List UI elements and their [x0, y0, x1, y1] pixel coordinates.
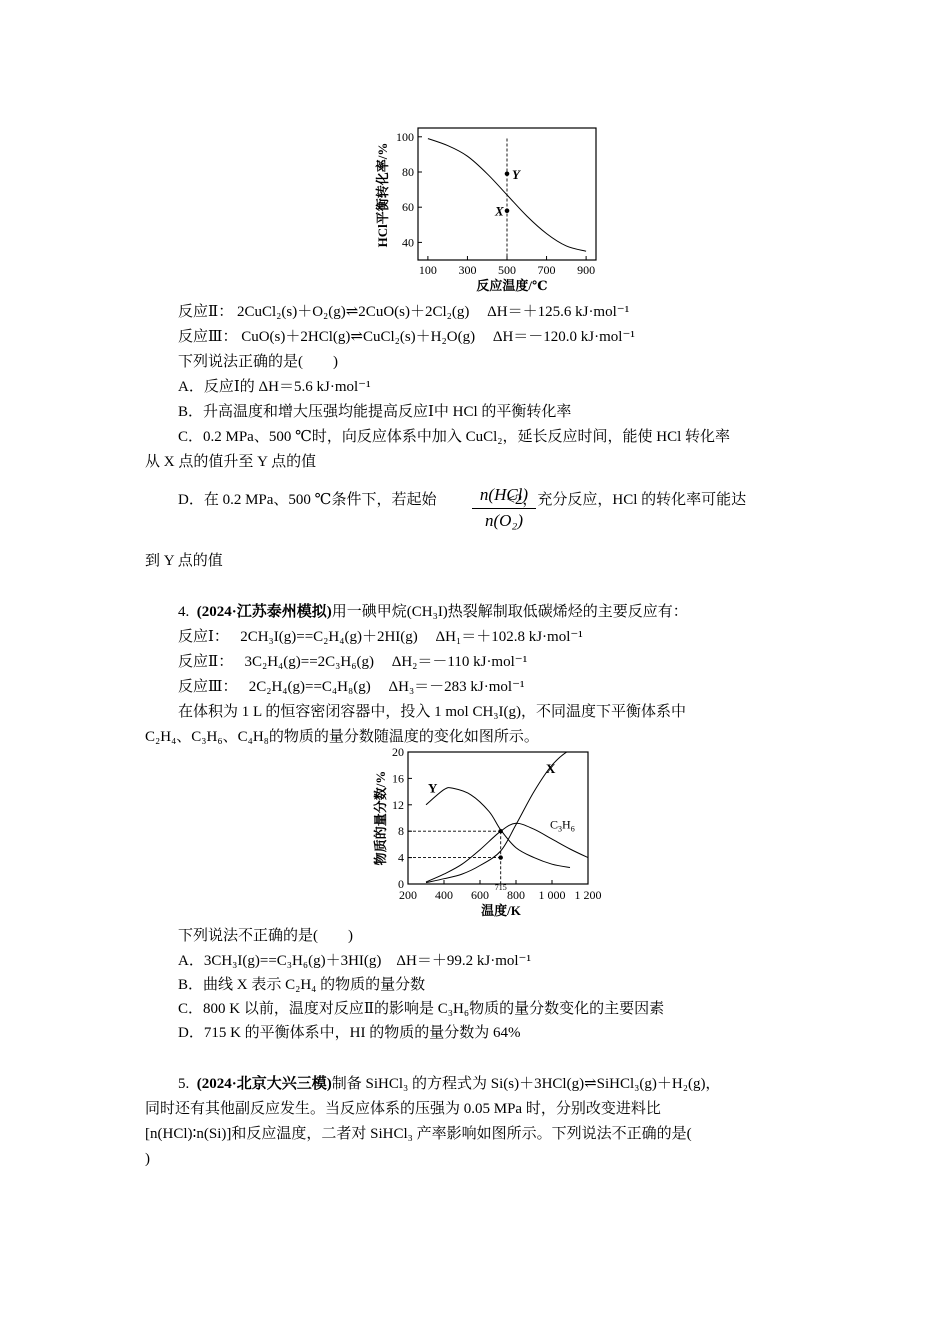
q3-prompt: 下列说法正确的是( ) — [178, 354, 338, 370]
reaction-3-enthalpy: ΔH＝－120.0 kJ·mol⁻¹ — [492, 329, 635, 345]
q5-line-4: ) — [145, 1151, 150, 1167]
chart2-ylabel: 物质的量分数/% — [373, 770, 388, 866]
chart2-curve-c3h6 — [426, 823, 588, 882]
chart1-point-label: Y — [512, 166, 520, 182]
chart1-y-tick-label: 40 — [402, 235, 414, 250]
chart1-ylabel: HCl平衡转化率/% — [375, 142, 390, 248]
chart1-x-tick-label: 900 — [577, 263, 596, 277]
chart1-point-label: X — [495, 203, 504, 219]
q4-header: 4. (2024·江苏泰州模拟)用一碘甲烷(CH₃I)热裂解制取低碳烯烃的主要反应有： — [178, 604, 688, 620]
chart1-x-tick-label: 100 — [418, 263, 437, 277]
q5-source: (2024·北京大兴三模) — [196, 1076, 332, 1092]
q4-description-cont: C₂H₄、C₃H₆、C₄H₈的物质的量分数随温度的变化如图所示。 — [145, 729, 539, 745]
q3-option-b: B．升高温度和增大压强均能提高反应Ⅰ中 HCl 的平衡转化率 — [178, 404, 572, 420]
chart1-x-tick-label: 500 — [498, 263, 516, 277]
chart2-x-tick-label: 400 — [435, 888, 453, 902]
reaction-2-enthalpy: ΔH＝＋125.6 kJ·mol⁻¹ — [487, 304, 630, 320]
q4-source: (2024·江苏泰州模拟) — [196, 604, 332, 620]
chart2-y-tick-label: 0 — [398, 877, 404, 891]
hcl-conversion-chart — [370, 120, 610, 295]
q3-option-c: C．0.2 MPa、500 ℃时，向反应体系中加入 CuCl₂，延长反应时间，能使 HCl 转化率 — [178, 429, 731, 445]
q4-reaction-2: 反应Ⅱ： 3C₂H₄(g)==2C₃H₆(g) ΔH₂＝－110 kJ·mol⁻¹ — [178, 654, 528, 670]
mole-ratio-fraction — [472, 484, 536, 533]
chart2-715-label: 715 — [494, 883, 507, 892]
q4-option-c: C．800 K 以前，温度对反应Ⅱ的影响是 C₃H₆物质的量分数变化的主要因素 — [178, 1001, 665, 1017]
reaction-3: 反应Ⅲ： CuO(s)＋2HCl(g)⇌CuCl₂(s)＋H₂O(g) ΔH＝－120.0 kJ·mol⁻¹ — [178, 329, 635, 345]
chart2-curve-y — [426, 788, 570, 868]
q4-description: 在体积为 1 L 的恒容密闭容器中，投入 1 mol CH₃I(g)，不同温度下平衡体系中 — [178, 704, 686, 720]
q5-line-3: [n(HCl)∶n(Si)]和反应温度，二者对 SiHCl₃ 产率影响如图所示。下列说法不正确的是( — [145, 1126, 692, 1142]
reaction-3-equation: CuO(s)＋2HCl(g)⇌CuCl₂(s)＋H₂O(g) — [241, 329, 476, 345]
chart1-y-tick-label: 60 — [402, 200, 414, 215]
chart1-xlabel: 反应温度/℃ — [476, 278, 548, 293]
chart1-y-tick-label: 100 — [396, 129, 414, 144]
q4-option-a: A．3CH₃I(g)==C₃H₆(g)＋3HI(g) ΔH＝＋99.2 kJ·mol⁻¹ — [178, 953, 531, 969]
chart2-x-tick-label: 200 — [399, 888, 417, 902]
chart2-y-tick-label: 16 — [392, 771, 404, 786]
chart2-series-label-c3h6: $C_3H_6$ — [550, 817, 575, 834]
fraction-numerator: n(HCl) — [472, 484, 536, 509]
chart2-curve-x — [426, 746, 588, 883]
q5-line-2: 同时还有其他副反应发生。当反应体系的压强为 0.05 MPa 时，分别改变进料比 — [145, 1101, 661, 1117]
q3-option-d-cont: 到 Y 点的值 — [145, 553, 223, 569]
q4-option-b: B．曲线 X 表示 C₂H₄ 的物质的量分数 — [178, 977, 426, 993]
chart2-plot-frame — [408, 752, 588, 884]
fraction-denominator: n(O₂) — [484, 511, 523, 530]
q3-option-a: A．反应Ⅰ的 ΔH＝5.6 kJ·mol⁻¹ — [178, 379, 371, 395]
q3-option-d: D．在 0.2 MPa、500 ℃条件下，若起始 <2，充分反应，HCl 的转化率可能达 — [178, 492, 747, 508]
chart1-x-tick-label: 700 — [537, 263, 556, 277]
chart1-y-tick-label: 80 — [402, 165, 414, 179]
chart2-series-label-y: Y — [428, 780, 438, 796]
chart2-x-tick-label: 1 200 — [574, 888, 602, 902]
chart2-y-tick-label: 12 — [392, 797, 404, 812]
chart2-y-tick-label: 20 — [392, 746, 404, 759]
chart2-x-tick-label: 1 000 — [538, 888, 566, 902]
reaction-2-equation: 2CuCl₂(s)＋O₂(g)⇌2CuO(s)＋2Cl₂(g) — [236, 304, 470, 320]
chart1-point-y — [505, 171, 510, 176]
chart2-x-tick-label: 800 — [507, 888, 525, 902]
q4-option-d: D．715 K 的平衡体系中，HI 的物质的量分数为 64% — [178, 1025, 521, 1041]
chart2-xlabel: 温度/K — [481, 903, 521, 918]
q3-option-c-cont: 从 X 点的值升至 Y 点的值 — [145, 454, 317, 470]
chart2-x-tick-label: 600 — [471, 888, 489, 902]
chart1-point-x — [505, 208, 510, 213]
chart2-y-tick-label: 4 — [398, 850, 404, 865]
q5-header: 5. (2024·北京大兴三模)制备 SiHCl₃ 的方程式为 Si(s)＋3HCl(g)⇌SiHCl₃(g)＋H₂(g)， — [178, 1076, 721, 1092]
chart2-y-tick-label: 8 — [398, 824, 404, 839]
chart2-series-label-x: X — [546, 761, 556, 777]
mole-fraction-chart — [368, 746, 618, 921]
chart1-x-tick-label: 300 — [458, 263, 477, 277]
q4-reaction-1: 反应Ⅰ： 2CH₃I(g)==C₂H₄(g)＋2HI(g) ΔH₁＝＋102.8 kJ·mol⁻¹ — [178, 629, 583, 645]
q4-prompt: 下列说法不正确的是( ) — [178, 928, 353, 944]
reaction-2: 反应Ⅱ： 2CuCl₂(s)＋O₂(g)⇌2CuO(s)＋2Cl₂(g) ΔH＝＋125.6 kJ·mol⁻¹ — [178, 304, 630, 320]
q4-reaction-3: 反应Ⅲ： 2C₂H₄(g)==C₄H₈(g) ΔH₃＝－283 kJ·mol⁻¹ — [178, 679, 525, 695]
